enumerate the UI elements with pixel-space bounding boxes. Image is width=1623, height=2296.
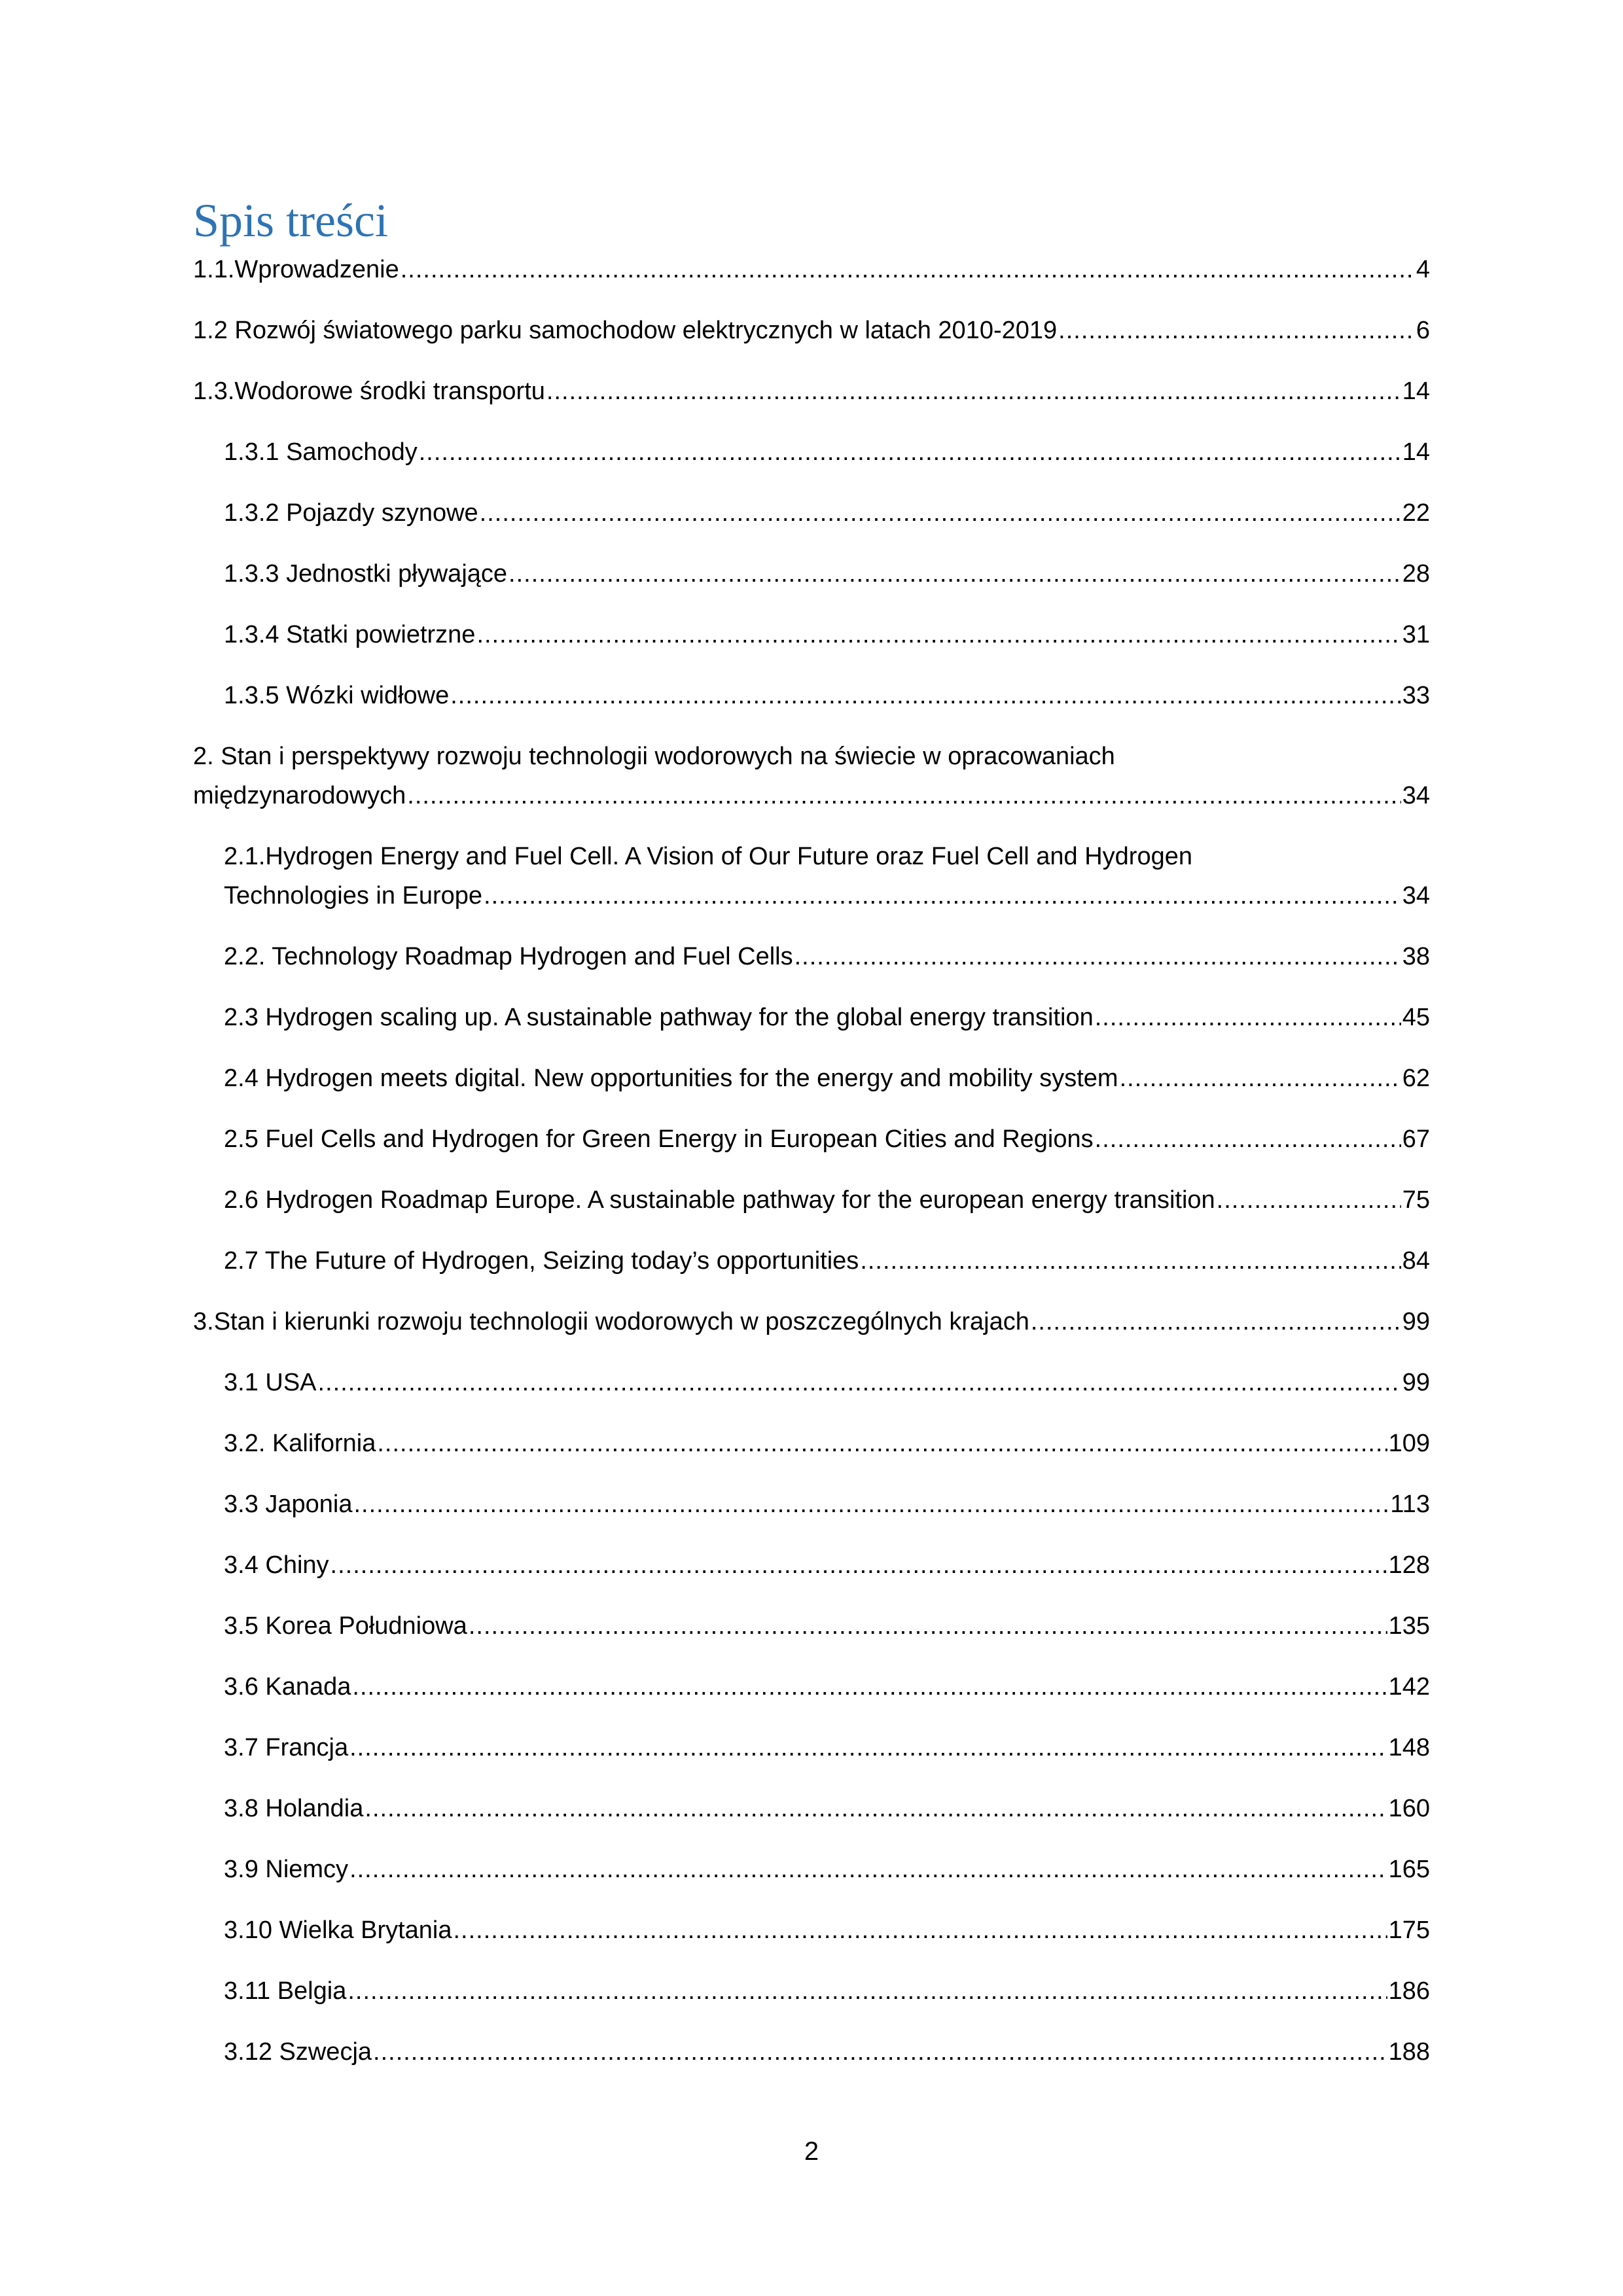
- toc-dot-leader: [401, 250, 1415, 289]
- toc-entry-label: 3.2. Kalifornia: [224, 1430, 376, 1457]
- table-of-contents: [193, 250, 1430, 2093]
- toc-entry-label: 3.10 Wielka Brytania: [224, 1916, 452, 1944]
- toc-entry[interactable]: [224, 1789, 1430, 1850]
- page-number: 2: [804, 2137, 819, 2166]
- toc-entry-page: 34: [1402, 882, 1430, 910]
- toc-entry-label: Technologies in Europe: [224, 882, 483, 910]
- toc-entry-label: 2.3 Hydrogen scaling up. A sustainable pathway for the global energy transition: [224, 1004, 1094, 1031]
- toc-entry-label: 2.5 Fuel Cells and Hydrogen for Green Energy in European Cities and Regions: [224, 1125, 1094, 1153]
- toc-entry-page: 135: [1388, 1612, 1430, 1640]
- toc-entry-label: 2.2. Technology Roadmap Hydrogen and Fuel Cells: [224, 943, 793, 970]
- toc-entry-label: 3.9 Niemcy: [224, 1856, 349, 1883]
- toc-entry-page: 6: [1416, 317, 1430, 344]
- toc-entry-label: 1.3.Wodorowe środki transportu: [193, 378, 545, 405]
- toc-dot-leader: [1031, 1302, 1401, 1341]
- toc-entry-page: 14: [1402, 438, 1430, 466]
- toc-entry-label: 3.4 Chiny: [224, 1551, 329, 1579]
- toc-entry[interactable]: [224, 554, 1430, 615]
- toc-entry-row: [193, 776, 1430, 815]
- toc-entry-page: 34: [1402, 782, 1430, 809]
- toc-entry[interactable]: [224, 615, 1430, 676]
- toc-dot-leader: [1058, 311, 1415, 350]
- toc-entry[interactable]: [193, 1302, 1430, 1363]
- toc-dot-leader: [1095, 1120, 1401, 1159]
- toc-entry-label: 3.7 Francja: [224, 1734, 349, 1761]
- toc-entry-page: 67: [1402, 1125, 1430, 1153]
- toc-entry[interactable]: [224, 2032, 1430, 2093]
- toc-entry[interactable]: [224, 837, 1430, 937]
- toc-entry-row: [224, 876, 1430, 915]
- toc-entry-row: [224, 1363, 1430, 1402]
- toc-entry[interactable]: [224, 1120, 1430, 1180]
- toc-dot-leader: [330, 1545, 1387, 1585]
- toc-entry-row: [224, 2032, 1430, 2072]
- toc-entry-label-line: 2.1.Hydrogen Energy and Fuel Cell. A Vision of Our Future oraz Fuel Cell and Hydrogen: [224, 843, 1192, 870]
- toc-entry[interactable]: [224, 1911, 1430, 1971]
- toc-entry-row: [224, 676, 1430, 715]
- toc-entry-page: 188: [1388, 2038, 1430, 2066]
- toc-dot-leader: [352, 1667, 1387, 1706]
- toc-dot-leader: [1095, 998, 1401, 1037]
- toc-entry-row: [224, 1606, 1430, 1646]
- toc-entry-page: 22: [1402, 499, 1430, 527]
- toc-entry-label: 1.3.1 Samochody: [224, 438, 418, 466]
- toc-entry-label: 2.6 Hydrogen Roadmap Europe. A sustainable pathway for the european energy transition: [224, 1186, 1215, 1214]
- toc-entry-label: 2.7 The Future of Hydrogen, Seizing today’s opportunities: [224, 1247, 859, 1275]
- toc-entry[interactable]: [193, 737, 1430, 837]
- toc-entry-page: 33: [1402, 682, 1430, 709]
- toc-entry[interactable]: [224, 1728, 1430, 1789]
- toc-entry[interactable]: [224, 937, 1430, 998]
- toc-dot-leader: [469, 1606, 1387, 1646]
- toc-entry-page: 84: [1402, 1247, 1430, 1275]
- toc-entry-page: 99: [1402, 1369, 1430, 1396]
- toc-dot-leader: [348, 1971, 1387, 2011]
- toc-entry-row: [224, 1850, 1430, 1889]
- toc-entry-row: [224, 1728, 1430, 1767]
- toc-entry-label: 3.6 Kanada: [224, 1673, 351, 1701]
- toc-entry-page: 62: [1402, 1065, 1430, 1092]
- toc-entry-label: międzynarodowych: [193, 782, 406, 809]
- toc-entry-row: [224, 1059, 1430, 1098]
- toc-entry-row: [224, 1545, 1430, 1585]
- toc-entry-row: [224, 615, 1430, 654]
- toc-entry-row: [193, 372, 1430, 411]
- toc-entry-label: 2.4 Hydrogen meets digital. New opportunities for the energy and mobility system: [224, 1065, 1118, 1092]
- toc-entry[interactable]: [224, 1424, 1430, 1485]
- toc-entry-row: [224, 1241, 1430, 1280]
- toc-entry-row: [224, 554, 1430, 593]
- toc-entry-row: [224, 1971, 1430, 2011]
- toc-entry[interactable]: [224, 676, 1430, 737]
- toc-dot-leader: [1120, 1059, 1401, 1098]
- toc-entry-row: [224, 998, 1430, 1037]
- toc-entry-row: [224, 1180, 1430, 1220]
- toc-entry-page: 165: [1388, 1856, 1430, 1883]
- toc-entry-row: [224, 1911, 1430, 1950]
- toc-entry[interactable]: [193, 311, 1430, 372]
- toc-entry[interactable]: [224, 433, 1430, 493]
- toc-entry[interactable]: [224, 1545, 1430, 1606]
- toc-entry-row: [224, 1424, 1430, 1463]
- toc-dot-leader: [860, 1241, 1400, 1280]
- toc-entry-label: 1.3.5 Wózki widłowe: [224, 682, 450, 709]
- toc-entry-label: 3.8 Holandia: [224, 1795, 364, 1822]
- toc-dot-leader: [508, 554, 1401, 593]
- toc-dot-leader: [407, 776, 1400, 815]
- toc-entry[interactable]: [224, 493, 1430, 554]
- toc-entry-row: [224, 1667, 1430, 1706]
- toc-entry-label: 1.3.4 Statki powietrzne: [224, 621, 476, 648]
- toc-entry-page: 4: [1416, 256, 1430, 283]
- toc-entry-row: [193, 1302, 1430, 1341]
- toc-entry[interactable]: [193, 372, 1430, 433]
- toc-dot-leader: [1217, 1180, 1401, 1220]
- toc-entry-page: 31: [1402, 621, 1430, 648]
- toc-entry-label: 1.3.2 Pojazdy szynowe: [224, 499, 478, 527]
- toc-entry-page: 28: [1402, 560, 1430, 588]
- toc-entry-page: 38: [1402, 943, 1430, 970]
- toc-entry[interactable]: [224, 1485, 1430, 1545]
- toc-entry-page: 113: [1390, 1491, 1430, 1518]
- toc-entry-row: [224, 1120, 1430, 1159]
- toc-dot-leader: [794, 937, 1401, 976]
- toc-entry[interactable]: [224, 1059, 1430, 1120]
- toc-entry-page: 109: [1388, 1430, 1430, 1457]
- toc-entry-page: 75: [1402, 1186, 1430, 1214]
- toc-dot-leader: [546, 372, 1401, 411]
- toc-entry[interactable]: [193, 250, 1430, 311]
- toc-heading: Spis treści: [193, 194, 388, 247]
- toc-entry-row: [224, 1789, 1430, 1828]
- toc-entry[interactable]: [224, 1241, 1430, 1302]
- toc-entry-page: 45: [1402, 1004, 1430, 1031]
- toc-entry-row: [224, 493, 1430, 533]
- toc-entry-row: [224, 1485, 1430, 1524]
- toc-dot-leader: [484, 876, 1401, 915]
- toc-entry[interactable]: [224, 998, 1430, 1059]
- toc-dot-leader: [476, 615, 1400, 654]
- toc-dot-leader: [450, 676, 1400, 715]
- toc-entry-page: 128: [1388, 1551, 1430, 1579]
- toc-entry-row: [224, 937, 1430, 976]
- toc-entry-page: 175: [1388, 1916, 1430, 1944]
- toc-dot-leader: [318, 1363, 1401, 1402]
- toc-entry-page: 186: [1388, 1977, 1430, 2005]
- toc-entry-page: 14: [1402, 378, 1430, 405]
- toc-dot-leader: [480, 493, 1401, 533]
- toc-entry-row: [193, 311, 1430, 350]
- toc-entry-page: 148: [1388, 1734, 1430, 1761]
- toc-dot-leader: [419, 433, 1401, 472]
- toc-entry[interactable]: [224, 1850, 1430, 1911]
- toc-dot-leader: [365, 1789, 1387, 1828]
- toc-entry-page: 160: [1388, 1795, 1430, 1822]
- toc-entry[interactable]: [224, 1180, 1430, 1241]
- toc-entry-label: 1.2 Rozwój światowego parku samochodow elektrycznych w latach 2010-2019: [193, 317, 1058, 344]
- toc-entry[interactable]: [224, 1971, 1430, 2032]
- toc-entry-label: 1.1.Wprowadzenie: [193, 256, 399, 283]
- toc-entry-row: [193, 250, 1430, 289]
- toc-entry-label: 3.11 Belgia: [224, 1977, 347, 2005]
- toc-entry-label-line: 2. Stan i perspektywy rozwoju technologii wodorowych na świecie w opracowaniach: [193, 743, 1115, 770]
- toc-entry-label: 3.5 Korea Południowa: [224, 1612, 467, 1640]
- toc-entry-row: [224, 433, 1430, 472]
- toc-entry[interactable]: [224, 1606, 1430, 1667]
- toc-entry-page: 99: [1402, 1308, 1430, 1335]
- toc-entry-label: 3.3 Japonia: [224, 1491, 353, 1518]
- toc-dot-leader: [454, 1911, 1387, 1950]
- toc-entry-label: 3.12 Szwecja: [224, 2038, 372, 2066]
- toc-entry[interactable]: [224, 1363, 1430, 1424]
- toc-entry-page: 142: [1388, 1673, 1430, 1701]
- toc-entry-label: 3.Stan i kierunki rozwoju technologii wodorowych w poszczególnych krajach: [193, 1308, 1029, 1335]
- toc-dot-leader: [377, 1424, 1387, 1463]
- toc-dot-leader: [349, 1850, 1387, 1889]
- toc-dot-leader: [349, 1728, 1387, 1767]
- toc-entry-label: 3.1 USA: [224, 1369, 317, 1396]
- toc-dot-leader: [373, 2032, 1387, 2072]
- toc-entry[interactable]: [224, 1667, 1430, 1728]
- toc-entry-label: 1.3.3 Jednostki pływające: [224, 560, 508, 588]
- toc-dot-leader: [354, 1485, 1389, 1524]
